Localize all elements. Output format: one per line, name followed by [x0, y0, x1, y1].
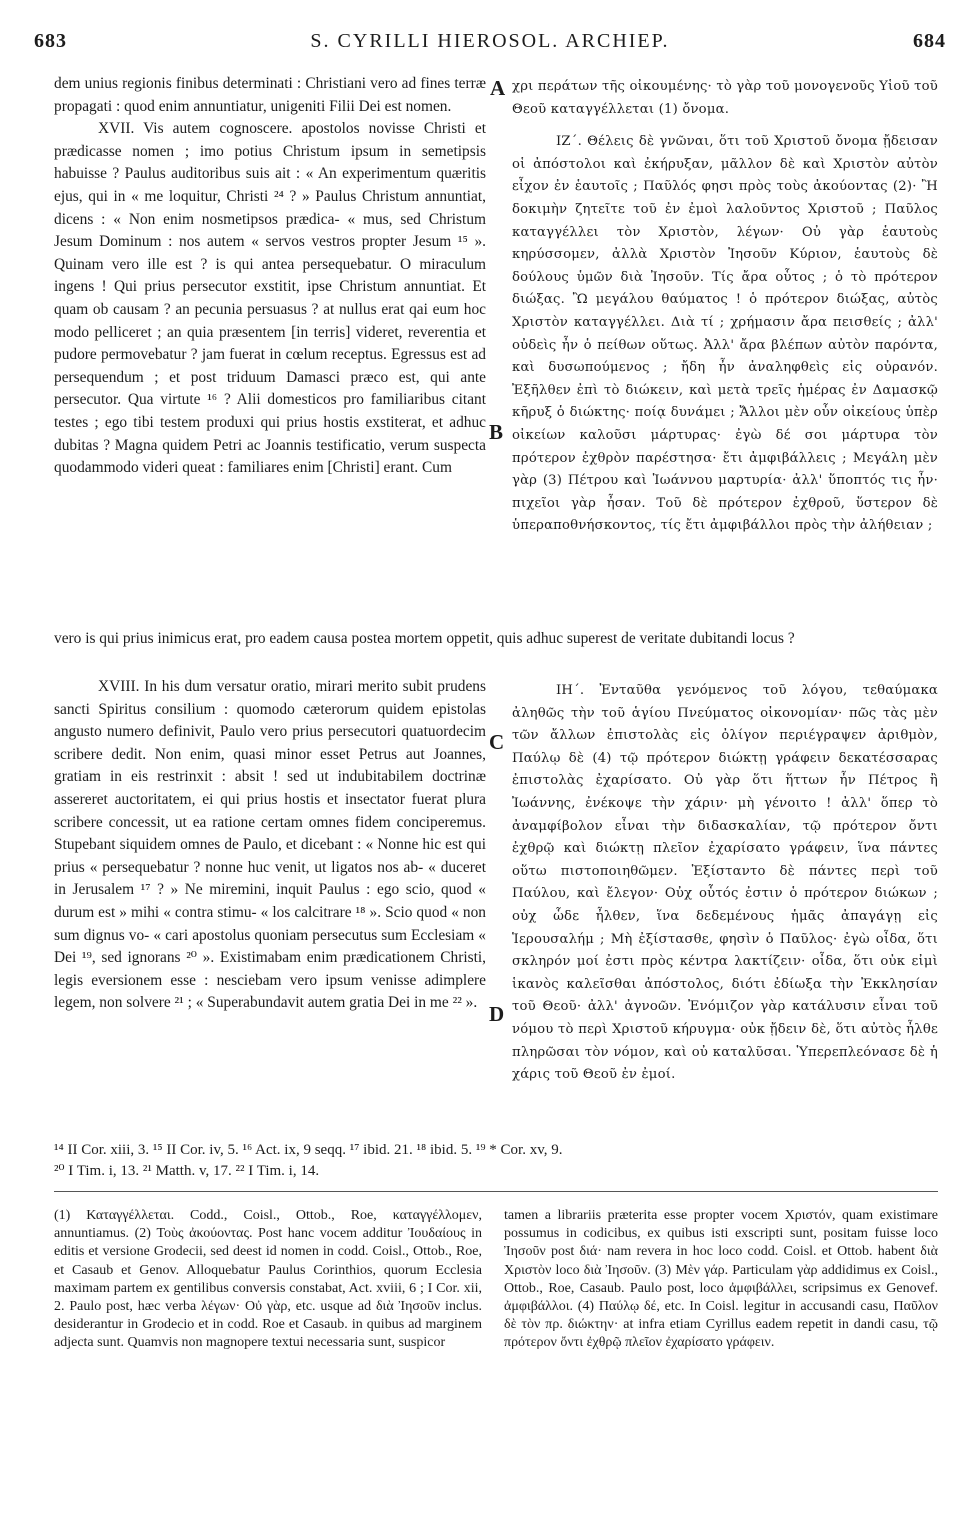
margin-letter-d: D	[489, 1002, 505, 1026]
greek-section-18: ΙΗ΄. Ἐνταῦθα γενόμενος τοῦ λόγου, τεθαύμακα ἀληθῶς τὴν τοῦ ἁγίου Πνεύματος οἰκονομίαν· πῶς τὰς μὲν τῶν ἄλλων ἐπιστολὰς εἰς ὀλίγον περιέγραψεν ἀριθμὸν, Παύλῳ δὲ (4) τῷ πρότερον διώκτῃ γράφειν δεκατέσσαρας ἐπιστολὰς ἐχαρίσατο. Οὐ γὰρ ὅτι ἥττων ἦν Πέτρος ἢ Ἰωάννης, ἐνέκοψε τὴν χάριν· μὴ γένοιτο ! ἀλλ' ὅπερ τὸ ἀναμφίβολον εἶναι τὴν διδασκαλίαν, τῷ πρότερον ὄντι ἐχθρῷ καὶ διώκτῃ πλεῖον ἐχαρίσατο γράφειν, ἵνα πάντες οὕτω πιστοποιηθῶμεν. Ἐξίσταντο δὲ πάντες περὶ τοῦ Παύλου, καὶ ἔλεγον· Οὐχ οὗτός ἐστιν ὁ πρότερον διώκων ; οὐχ ὧδε ἦλθεν, ἵνα δεδεμένους ἡμᾶς ἀπαγάγῃ εἰς Ἱερουσαλήμ ; Μὴ ἐξίστασθε, φησὶν ὁ Παῦλος· ἐγὼ οἶδα, ὅτι σκληρόν μοί ἐστι πρὸς κέντρα λακτίζειν· οἶδα, ὅτι οὐκ εἰμὶ ἱκανὸς καλεῖσθαι ἀπόστολος, διότι ἐδίωξα τὴν Ἐκκλησίαν τοῦ Θεοῦ· ἀλλ' ἀγνοῶν. Ἐνόμιζον γὰρ κατάλυσιν εἶναι τοῦ νόμου τὸ περὶ Χριστοῦ κήρυγμα· οὐκ ᾔδειν δὲ, ὅτι αὐτὸς ἦλθε πληρῶσαι τὸν νόμον, καὶ οὐ καταλῦσαι. Ὑπερεπλεόνασε δὲ ἡ χάρις τοῦ Θεοῦ ἐν ἐμοί.	[512, 683, 938, 1083]
greek-column-lower	[512, 680, 938, 1087]
latin-intro: dem unius regionis finibus determinati : Christiani vero ad fines terræ propagati : quod enim annuntiatur, unigeniti Filii Dei est nomen.	[54, 75, 486, 115]
page-number-right: 684	[913, 30, 946, 52]
latin-section-18: XVIII. In his dum versatur oratio, mirari merito subit prudens sancti Spiritus consilium : quomodo cæterorum quidem epistolas angusto numero definivit, Paulo vero prius persecutori quatuordecim scribere dedit. Non enim, quasi minor esset Petrus aut Joannes, gratiam in eis restrinxit : absit ! sed ut indubitabilem doctrinæ assereret auctoritatem, ei qui prius hostis et insectator fuerat plura scribere concessit, ut ea ratione certam omnes fidem conciperemus. Stupebant siquidem omnes de Paulo, et dicebant : « Nonne hic est qui prius « persequebatur ? nonne huc venit, ut ligatos nos ab- « duceret in Jerusalem ¹⁷ ? » Ne miremini, inquit Paulus : ego scio, quod « durum est » mihi « contra stimu- « los calcitrare ¹⁸ ». Scio quod « non sum dignus vo- « cari apostolus quoniam persecutus sum Ecclesiam « Dei ¹⁹, sed ignorans ²⁰ ». Existimabam enim prædicationem Christi, legis eversionem esse : nesciebam vero ipsum venisse adimplere legem, non solvere ²¹ ; « Superabundavit autem gratia Dei in me ²² ».	[54, 678, 486, 1012]
page-number-left: 683	[34, 30, 67, 52]
margin-letter-c: C	[489, 730, 505, 754]
page-header	[34, 30, 946, 64]
latin-section-17: XVII. Vis autem cognoscere. apostolos novisse Christi et prædicasse nomen ; imo potius Christum ipsum in semetipsis habuisse ? Paulus auditoribus suis ait : « An experimentum quæritis ejus, qui in « me loquitur, Christi ²⁴ ? » Paulus Christum annuntiat, dicens : « Non enim nosmetipsos prædica- « mus, sed Christum Jesum Dominum : nos autem « servos vestros propter Jesum ¹⁵ ». Quinam vero ille est ? is qui antea persequebatur. O miraculum ingens ! Qui prius persecutor exstitit, ipse Christum annuntiat. Et quam ob causam ? an pecunia persuasus ? at nullus erat qai eum hoc modo pelliceret ; an quia præsentem [in terris] videret, reverentia et pudore permovebatur ? jam fuerat in cœlum receptus. Egressus est ad persequendum ; et post triduum Damasci præco est, qui ante persecutor. Qua virtute ¹⁶ ? Alii domesticos pro familiaribus citant testes ; ego tibi testem produxi qui prius hostis exstiterat, et adhuc dubitas ? Magna quidem Petri ac Joannis testificatio, verum suspecta quodammodo videri queat : familiares enim [Christi] erant. Cum	[54, 120, 486, 477]
reference-line-2: ²⁰ I Tim. i, 13. ²¹ Matth. v, 17. ²² I Tim. i, 14.	[54, 1163, 320, 1179]
footnote-divider	[54, 1191, 938, 1192]
latin-section-17-continuation: vero is qui prius inimicus erat, pro eadem causa postea mortem oppetit, quis adhuc superest de veritate dubitandi locus ?	[54, 630, 795, 647]
latin-column-lower	[54, 676, 486, 1015]
running-title: S. CYRILLI HIEROSOL. ARCHIEP.	[310, 30, 670, 52]
greek-section-17: ΙΖ΄. Θέλεις δὲ γνῶναι, ὅτι τοῦ Χριστοῦ ὄνομα ᾔδεισαν οἱ ἀπόστολοι καὶ ἐκήρυξαν, μᾶλλον δὲ καὶ Χριστὸν αὐτὸν εἶχον ἐν ἑαυτοῖς ; Παῦλός φησι πρὸς τοὺς ἀκούοντας (2)· Ἢ δοκιμὴν ζητεῖτε τοῦ ἐν ἐμοὶ λαλοῦντος Χριστοῦ ; Παῦλος καταγγέλλει τὸν Χριστὸν, λέγων· Οὐ γὰρ ἑαυτοὺς κηρύσσομεν, ἀλλὰ Χριστὸν Ἰησοῦν Κύριον, ἑαυτοὺς δὲ δούλους ὑμῶν διὰ Ἰησοῦν. Τίς ἄρα οὗτος ; ὁ τὸ πρότερον διώξας. Ὢ μεγάλου θαύματος ! ὁ πρότερον διώξας, αὐτὸς Χριστὸν καταγγέλλει. Διὰ τί ; χρήμασιν ἄρα πεισθείς ; ἀλλ' οὐδεὶς ἦν ὁ πείθων οὕτως. Ἀλλ' ἄρα βλέπων αὐτὸν παρόντα, καὶ δυσωπούμενος ; ἤδη ἦν ἀναληφθεὶς εἰς οὐρανόν. Ἐξῆλθεν ἐπὶ τὸ διώκειν, καὶ μετὰ τρεῖς ἡμέρας ἐν Δαμασκῷ κῆρυξ ὁ διώκτης· ποίᾳ δυνάμει ; Ἄλλοι μὲν οὖν οἰκείους ὑπὲρ οἰκείων καλοῦσι μάρτυρας· ἐγὼ δέ σοι μάρτυρα τὸν πρότερον ἐχθρὸν παρέστησα· ἔτι ἀμφιβάλλεις ; Μεγάλη μὲν γὰρ (3) Πέτρου καὶ Ἰωάννου μαρτυρία· ἀλλ' ὕποπτός τις ἦν· πιχεῖοι γὰρ ἦσαν. Τοῦ δὲ πρότερον ἐχθροῦ, ὕστερον δὲ ὑπεραποθνήσκοντος, τίς ἔτι ἀμφιβάλλοι πρὸς τὴν ἀλήθειαν ;	[512, 134, 938, 534]
greek-column-upper	[512, 76, 938, 538]
footnotes-right: tamen a librariis præterita esse propter vocem Χριστόν, quam existimare possumus in codicibus, ex quibus isti exscripti sunt, positam fuisse loco Ἰησοῦν post διά· nam revera in hoc loco codd. Coisl. et Ottob. habent διὰ Χριστὸν loco διὰ Ἰησοῦν. (3) Μὲν γάρ. Particulam γὰρ addidimus ex Coisl., Ottob., Roe, Casaub. Paulo post, loco ἀμφιβάλλει, scripsimus ex Genovef. ἀμφιβάλλοι. (4) Παύλῳ δέ, etc. In Coisl. legitur in accusandi casu, Παῦλον δὲ τὸν πρ. διώκτην· at infra etiam Cyrillus eadem repetit in dandi casu, τῷ πρότερον ὄντι ἐχθρῷ πλεῖον ἐχαρίσατο γράφειν.	[504, 1208, 938, 1351]
latin-column-upper	[54, 73, 486, 480]
margin-letter-a: A	[490, 76, 506, 100]
scripture-references	[54, 1140, 954, 1182]
reference-line-1: ¹⁴ II Cor. xiii, 3. ¹⁵ II Cor. iv, 5. ¹⁶ Act. ix, 9 seqq. ¹⁷ ibid. 21. ¹⁸ ibid. 5. ¹⁹ * Cor. xv, 9.	[54, 1142, 563, 1158]
greek-intro: χρι περάτων τῆς οἰκουμένης· τὸ γὰρ τοῦ μονογενοῦς Υἱοῦ τοῦ Θεοῦ καταγγέλλεται (1) ὄνομα.	[512, 79, 938, 117]
footnotes-left: (1) Καταγγέλλεται. Codd., Coisl., Ottob., Roe, καταγγέλλομεν, annuntiamus. (2) Τοὺς ἀκούοντας. Post hanc vocem additur Ἰουδαίους in editis et versione Grodecii, sed deest id nomen in codd. Coisl., Ottob., Roe, et Casaub et Genov. Alloquebatur Paulus Corinthios, quorum Ecclesia maximam partem ex gentilibus conversis constabat, Act. xviii, 6 ; I Cor. xii, 2. Paulo post, hæc verba λέγων· Οὐ γὰρ, etc. usque ad διὰ Ἰησοῦν inclus. desiderantur in Grodecio et in codd. Roe et Casaub. in quibus ad marginem adjecta sunt. Quamvis non magnopere textui necessaria sunt, suspicor	[54, 1208, 482, 1351]
margin-letter-b: B	[489, 420, 504, 444]
